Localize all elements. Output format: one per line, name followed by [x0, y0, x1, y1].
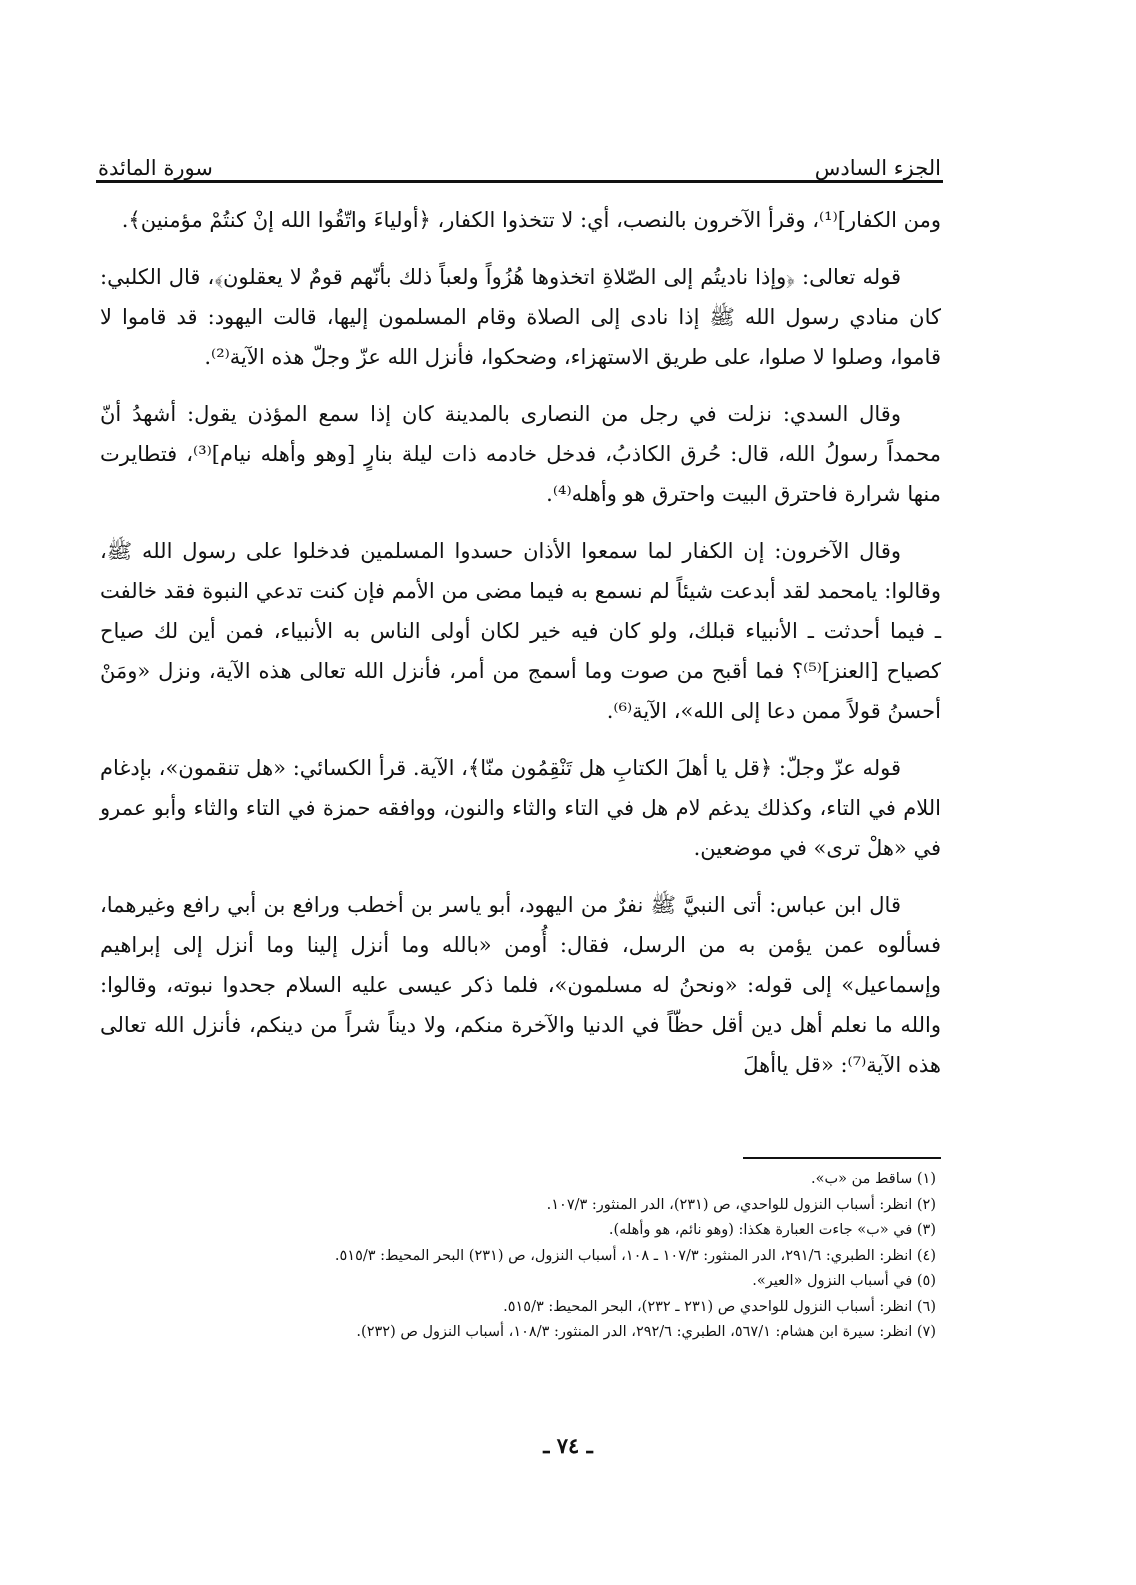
paragraph: قال ابن عباس: أتى النبيَّ ﷺ نفرٌ من اليهود، أبو ياسر بن أخطب ورافع بن أبي رافع وغيرهما، فسألوه عمن يؤمن به من الرسل، فقال: أُومن «بالله وما أنزل إلينا وما أنزل إلى إبراهيم وإسماعيل» إلى قوله: «ونحنُ له مسلمون»، فلما ذكر عيسى عليه السلام جحدوا نبوته، وقالوا: والله ما نعلم أهل دين أقل حظّاً في الدنيا والآخرة منكم، ولا ديناً شراً من دينكم، فأنزل الله تعالى هذه الآية⁽⁷⁾: «قل ياأهلَ [100, 893, 941, 1077]
header-rule [96, 180, 943, 183]
part-title: الجزء السادس [814, 156, 941, 180]
footnote: (٣) في «ب» جاءت العبارة هكذا: (وهو نائم، هو وأهله). [608, 1222, 936, 1238]
footnote: (٥) في أسباب النزول «العير». [752, 1273, 936, 1289]
footnote: (٤) انظر: الطبري: ٢٩١/٦، الدر المنثور: ١٠٧/٣ ـ ١٠٨، أسباب النزول، ص (٢٣١) البحر المحيط: ٥١٥/٣. [334, 1247, 936, 1264]
running-header [98, 140, 941, 180]
main-text [100, 200, 941, 1102]
paragraph: قوله تعالى: ﴿وإذا ناديتُم إلى الصّلاةِ اتخذوها هُزُواً ولعباً ذلك بأنّهم قومٌ لا يعقلون﴾، قال الكلبي: كان منادي رسول الله ﷺ إذا نادى إلى الصلاة وقام المسلمون إليها، قالت اليهود: قد قاموا لا قاموا، وصلوا لا صلوا، على طريق الاستهزاء، وضحكوا، فأنزل الله عزّ وجلّ هذه الآية⁽²⁾. [100, 265, 941, 369]
paragraph: قوله عزّ وجلّ: ﴿قل يا أهلَ الكتابِ هل تَنْقِمُون منّا﴾، الآية. قرأ الكسائي: «هل تنقمون»، بإدغام اللام في التاء، وكذلك يدغم لام هل في التاء والثاء والنون، ووافقه حمزة في التاء والثاء وأبو عمرو في «هلْ ترى» في موضعين. [100, 756, 941, 860]
footnote: (٢) انظر: أسباب النزول للواحدي، ص (٢٣١)، الدر المنثور: ١٠٧/٣. [546, 1196, 936, 1213]
footnote-rule [743, 1157, 941, 1159]
surah-title: سورة المائدة [98, 156, 213, 180]
footnote: (٦) انظر: أسباب النزول للواحدي ص (٢٣١ ـ ٢٣٢)، البحر المحيط: ٥١٥/٣. [503, 1298, 936, 1315]
footnote: (١) ساقط من «ب». [810, 1171, 936, 1187]
paragraph: ومن الكفار]⁽¹⁾، وقرأ الآخرون بالنصب، أي: لا تتخذوا الكفار، ﴿أولياءَ واتّقُوا الله إنْ كنتُمْ مؤمنين﴾. [121, 208, 941, 232]
paragraph: وقال السدي: نزلت في رجل من النصارى بالمدينة كان إذا سمع المؤذن يقول: أشهدُ أنّ محمداً رسولُ الله، قال: حُرق الكاذبُ، فدخل خادمه ذات ليلة بنارٍ [وهو وأهله نيام]⁽³⁾، فتطايرت منها شرارة فاحترق البيت واحترق هو وأهله⁽⁴⁾. [100, 402, 942, 506]
page-number: ـ ٧٤ ـ [543, 1433, 593, 1458]
paragraph: وقال الآخرون: إن الكفار لما سمعوا الأذان حسدوا المسلمين فدخلوا على رسول الله ﷺ، وقالوا: يامحمد لقد أبدعت شيئاً لم نسمع به فيما مضى من الأمم فإن كنت تدعي النبوة فقد خالفت ـ فيما أحدثت ـ الأنبياء قبلك، ولو كان فيه خير لكان أولى الناس به الأنبياء، فمن أين لك صياح كصياح [العنز]⁽⁵⁾؟ فما أقبح من صوت وما أسمج من أمر، فأنزل الله تعالى هذه الآية، ونزل «ومَنْ أحسنُ قولاً ممن دعا إلى الله»، الآية⁽⁶⁾. [100, 539, 941, 723]
footnote: (٧) انظر: سيرة ابن هشام: ٥٦٧/١، الطبري: ٢٩٢/٦، الدر المنثور: ١٠٨/٣، أسباب النزول ص (٢٣٢). [356, 1324, 936, 1340]
footnotes [120, 1167, 936, 1346]
